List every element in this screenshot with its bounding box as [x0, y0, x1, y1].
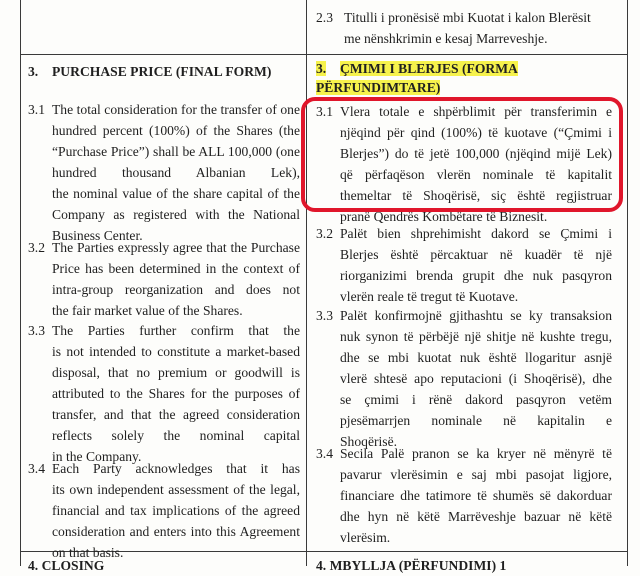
section-heading-continued	[316, 78, 440, 98]
clause-text-line: The Parties expressly agree that the Purchase	[52, 240, 300, 255]
clause-number: 3.4	[316, 446, 333, 461]
clause-number: 3.3	[316, 308, 333, 323]
clause-text-line: “Purchase Price”) shall be ALL 100,000 (one	[52, 144, 300, 159]
clause-text-line: intra-group reorganization and does not	[52, 282, 300, 297]
clause-text-line: Shoqërisë.	[340, 434, 398, 449]
clause-text-line: consideration and enters into this Agreement	[52, 524, 300, 539]
clause-text-line: its own independent assessment of the legal,	[52, 482, 300, 497]
clause-text-line: Blerjes është përcaktuar në kuadër të një	[340, 247, 612, 262]
clause-text	[52, 99, 300, 246]
clause-text	[340, 223, 612, 307]
clause-text-line: Palët konfirmojnë gjithashtu se ky transaksion	[340, 308, 612, 323]
clause-number: 3.2	[316, 226, 333, 241]
clause-text-line: attributed to the Shares for the purposes of	[52, 386, 300, 401]
clause-text-line: pranë Qendrës Kombëtare të Biznesit.	[340, 209, 548, 224]
clause-text-line: pavarur vlerësimin e saj mbi pasojat ligjore,	[340, 467, 612, 482]
clause-text-line: in the Company.	[52, 449, 142, 464]
clause-text-line: vlerën reale të tregut të Kuotave.	[340, 289, 519, 304]
clause-text-line: Palët bien shprehimisht dakord se Çmimi i	[340, 226, 612, 241]
clause-text-line: financial and tax implications of the agreed	[52, 503, 300, 518]
clause-text-line: dhe se mbi kuotat nuk është llogaritur asnjë	[340, 350, 612, 365]
clause-text-line: vlerë shtesë apo reputacioni (i Shoqërisë), dhe	[340, 371, 612, 386]
clause-text-line: themeltar të Shoqërisë, siç është regjistruar	[340, 188, 612, 203]
clause-number: 3.4	[28, 461, 45, 476]
clause-text-line: Vlera totale e shpërblimit për transferimin e	[340, 104, 612, 119]
clause-text-line: is not intended to constitute a market-based	[52, 344, 300, 359]
clause-text-line: transfer, and that the agreed consideration	[52, 407, 300, 422]
clause-text-line: on that basis.	[52, 545, 124, 560]
clause-text-line: Company as registered with the National	[52, 207, 300, 222]
clause-text-line: nuk synon të përbëjë një shitje në kushte tregu,	[340, 329, 612, 344]
clause-text-line: The total consideration for the transfer of one	[52, 102, 300, 117]
clause-number: 3.3	[28, 323, 45, 338]
section-number: 3.	[316, 61, 327, 76]
clause-text-line: hundred percent (100%) of the Shares (the	[52, 123, 300, 138]
clause-text-line: dhe hyn në këtë Marrëveshje bazuar në këtë	[340, 509, 612, 524]
clause-text-line: me nënshkrimin e kesaj Marreveshje.	[344, 31, 548, 46]
clause-text-line: vlerësim.	[340, 530, 391, 545]
clause-text-line: riorganizimi brenda grupit dhe nuk pasqyron	[340, 268, 612, 283]
clause-text	[52, 237, 300, 321]
clause-text-line: disposal, that no premium or goodwill is	[52, 365, 300, 380]
clause-text-line: Titulli i pronësisë mbi Kuotat i kalon Blerësit	[344, 10, 591, 25]
section-number: 3.	[28, 64, 39, 79]
section-heading: PURCHASE PRICE (FINAL FORM)	[52, 64, 272, 79]
clause-text-line: Secila Palë pranon se ka kryer në mënyrë të	[340, 446, 612, 461]
clause-text-line: Business Center.	[52, 228, 143, 243]
clause-text-line: reflects solely the nominal capital	[52, 428, 300, 443]
next-section-heading: 4. CLOSING	[28, 558, 105, 573]
clause-text	[340, 443, 612, 548]
clause-text-line: the fair market value of the Shares.	[52, 303, 243, 318]
clause-text-line: the nominal value of the share capital of the	[52, 186, 300, 201]
clause-text-line: njëqind për qind (100%) të kuotave (“Çmimi i	[340, 125, 612, 140]
clause-text-line: The Parties further confirm that the	[52, 323, 300, 338]
highlighted-heading-line: ÇMIMI I BLERJES (FORMA	[340, 61, 518, 76]
section-heading	[340, 59, 518, 79]
clause-number: 3.1	[316, 104, 333, 119]
clause-text	[52, 458, 300, 563]
clause-text	[340, 101, 612, 227]
clause-text-line: Each Party acknowledges that it has	[52, 461, 300, 476]
clause-number: 2.3	[316, 10, 333, 25]
highlighted-heading-line: PËRFUNDIMTARE)	[316, 80, 441, 95]
next-section-heading: 4. MBYLLJA (PËRFUNDIMI) 1	[316, 558, 507, 573]
clause-number: 3.2	[28, 240, 45, 255]
clause-text-line: pjesëmarrjen nominale në kapitalin e	[340, 413, 612, 428]
clause-text	[52, 320, 300, 467]
clause-number: 3.1	[28, 102, 45, 117]
clause-text-line: se çmimi i rënë dakord pasqyron vetëm	[340, 392, 612, 407]
row-divider-top	[20, 54, 628, 55]
clause-text	[340, 305, 612, 452]
clause-text-line: Price has been determined in the context of	[52, 261, 300, 276]
clause-text-line: që përfaqëson vlerën nominale të kapitalit	[340, 167, 612, 182]
clause-text-line: financiare dhe tatimore të shumës së dakorduar	[340, 488, 612, 503]
table-right-border	[627, 0, 628, 566]
table-left-border	[20, 0, 21, 566]
clause-text-line: hundred thousand Albanian Lek),	[52, 165, 300, 180]
clause-text-line: Blerjes”) do të jetë 100,000 (njëqind mijë Lek)	[340, 146, 612, 161]
column-divider	[306, 0, 307, 566]
